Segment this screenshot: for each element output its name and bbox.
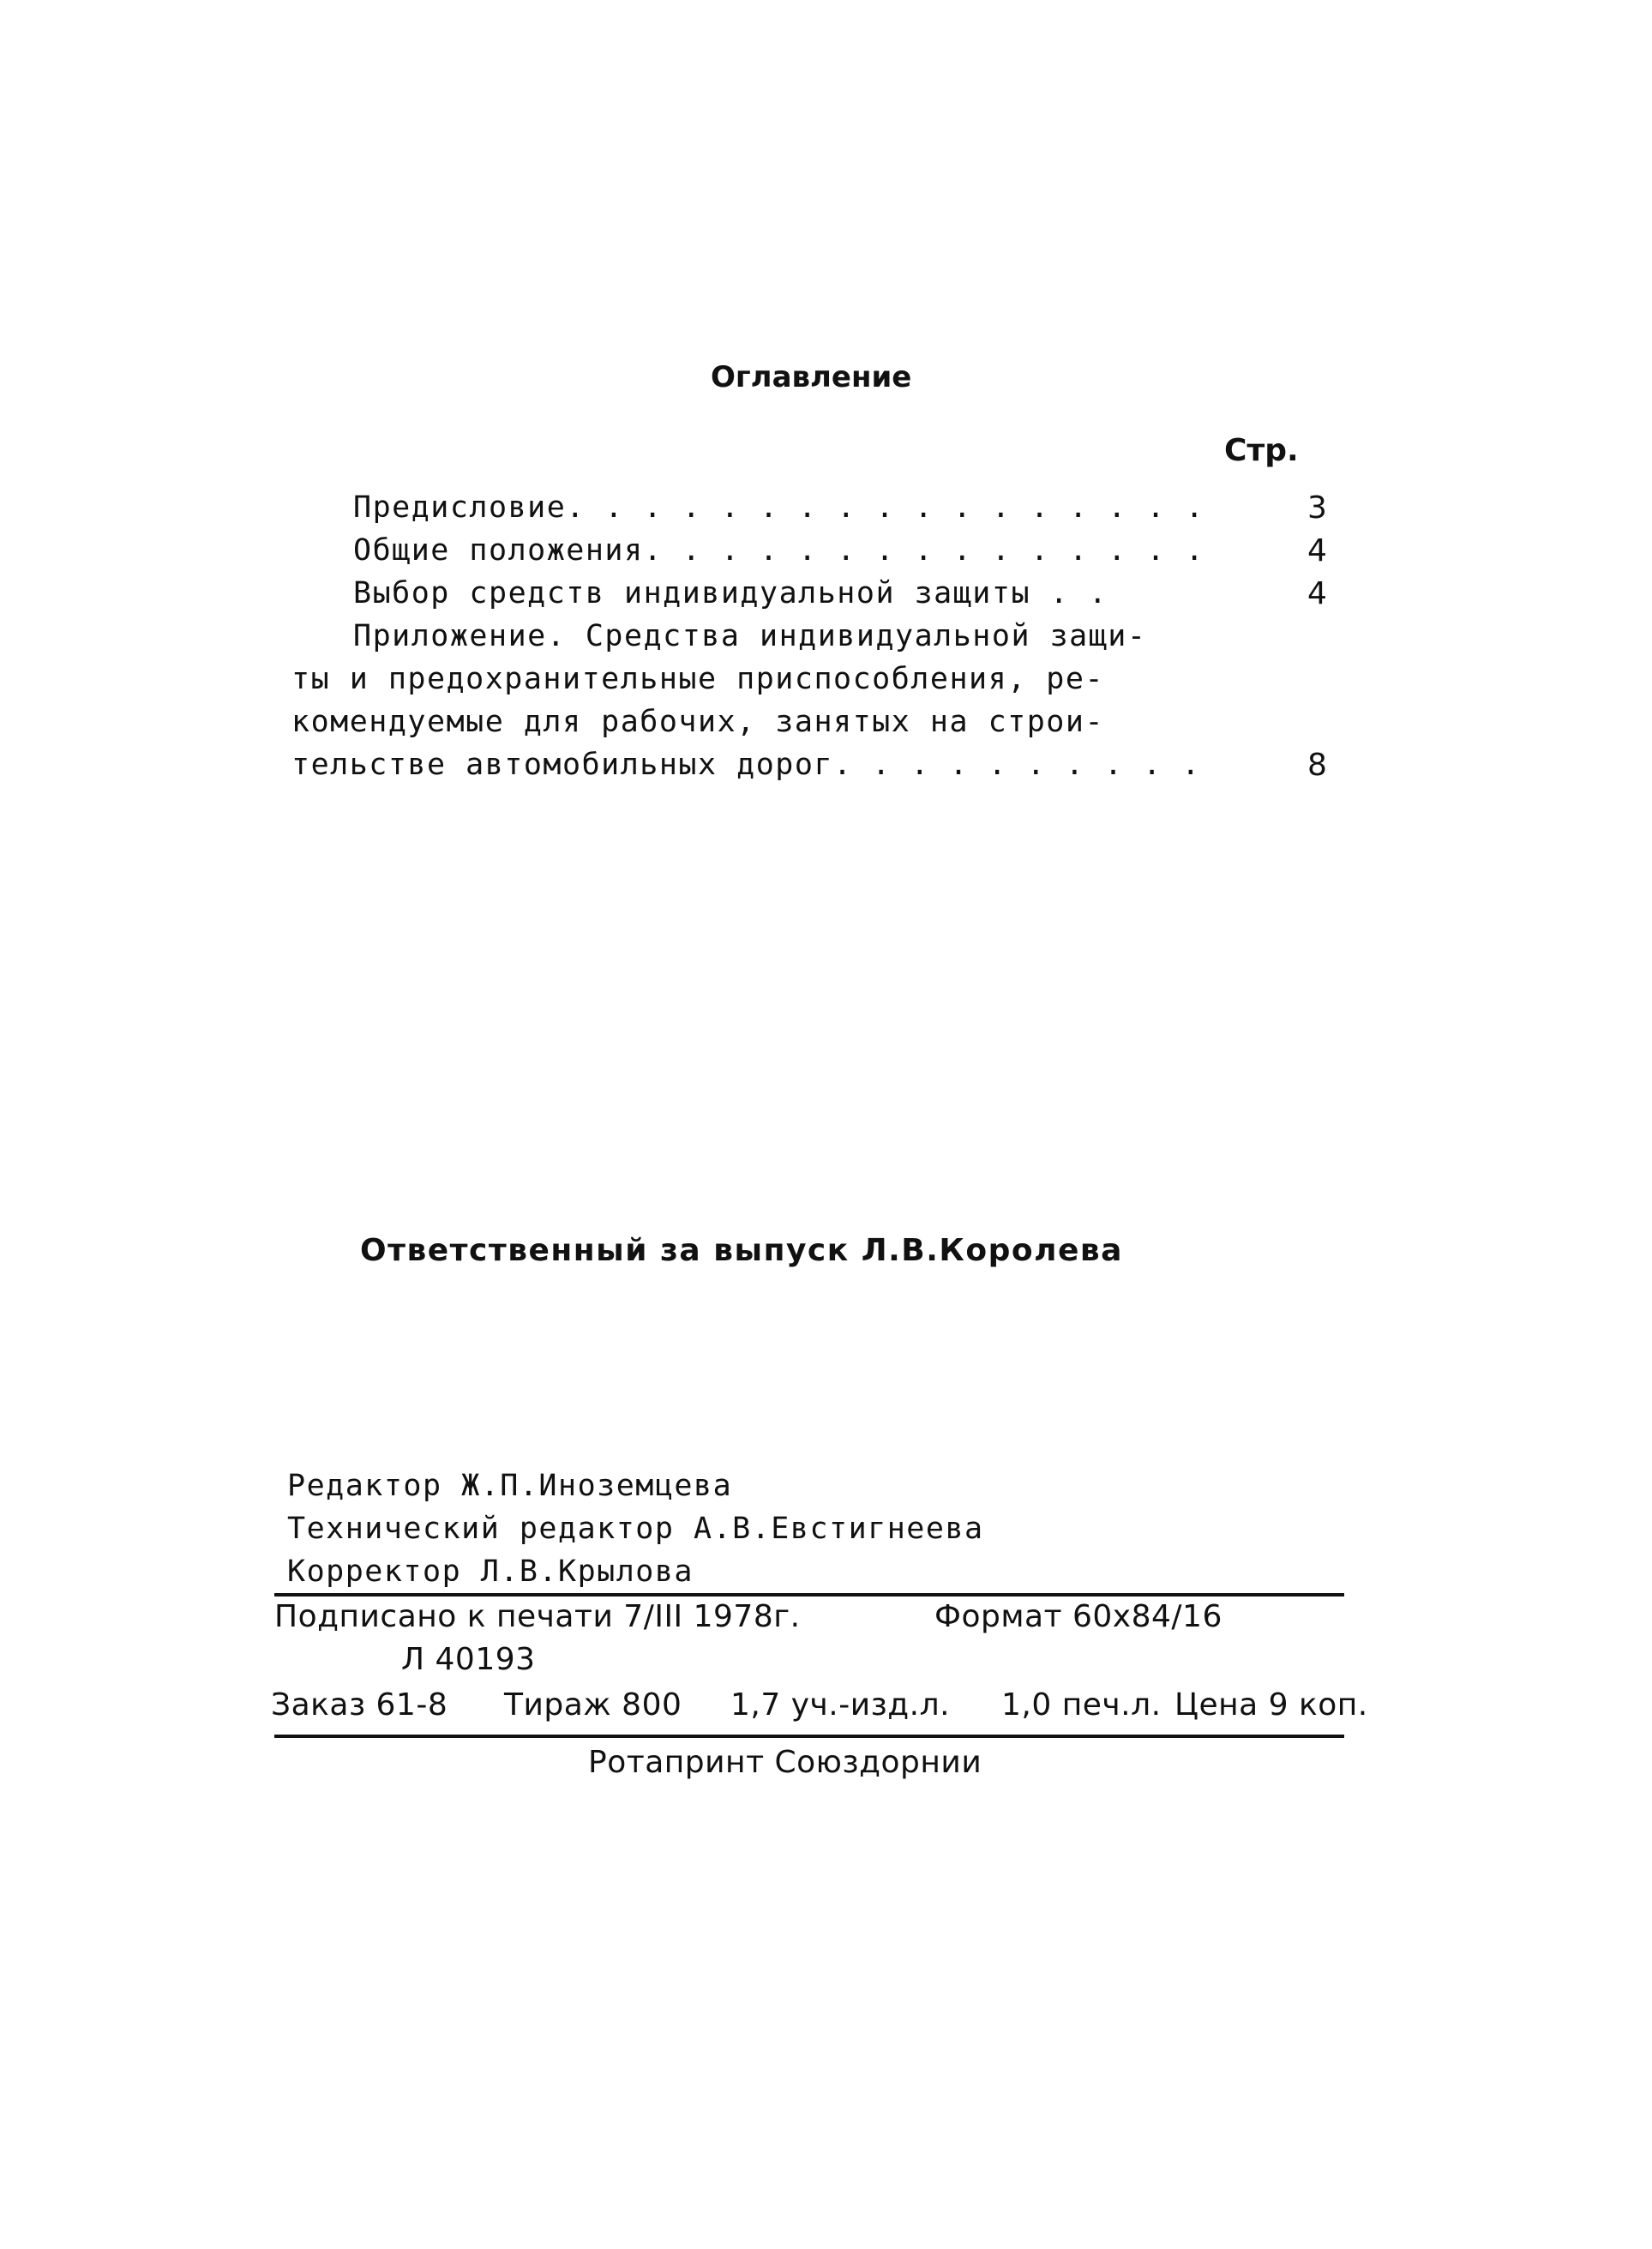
tech-editor-line: Технический редактор А.В.Евстигнеева xyxy=(287,1512,984,1546)
imprint-print-run: Тираж 800 xyxy=(504,1687,682,1723)
editor-line: Редактор Ж.П.Иноземцева xyxy=(287,1469,733,1503)
imprint-signed: Подписано к печати 7/III 1978г. xyxy=(274,1599,801,1634)
proofreader-line: Корректор Л.В.Крылова xyxy=(287,1554,694,1589)
imprint-format: Формат 60х84/16 xyxy=(934,1599,1222,1634)
imprint-bottom-rule xyxy=(274,1735,1344,1738)
toc-entry-general: Общие положения. . . . . . . . . . . . . . . xyxy=(353,533,1205,568)
toc-entry-ppe-choice-page: 4 xyxy=(1307,576,1327,611)
imprint-printed-sheets: 1,0 печ.л. xyxy=(1001,1687,1162,1723)
toc-heading: Оглавление xyxy=(711,360,912,394)
imprint-price: Цена 9 коп. xyxy=(1174,1687,1368,1723)
toc-entry-general-page: 4 xyxy=(1307,533,1327,568)
imprint-top-rule xyxy=(274,1593,1344,1597)
toc-entry-preface-page: 3 xyxy=(1307,490,1327,526)
imprint-order: Заказ 61-8 xyxy=(271,1687,448,1723)
toc-entry-preface: Предисловие. . . . . . . . . . . . . . . . . xyxy=(353,490,1205,525)
toc-entry-appendix-line-2: ты и предохранительные приспособления, ре- xyxy=(291,662,1105,696)
toc-entry-appendix-page: 8 xyxy=(1307,748,1327,783)
toc-pages-label: Стр. xyxy=(1224,433,1299,468)
imprint-code: Л 40193 xyxy=(401,1642,536,1677)
toc-entry-appendix-line-4: тельстве автомобильных дорог. . . . . . . . . . xyxy=(291,748,1201,782)
responsible-line: Ответственный за выпуск Л.В.Королева xyxy=(360,1233,1123,1268)
toc-entry-appendix-line-3: комендуемые для рабочих, занятых на строи- xyxy=(291,705,1105,739)
toc-entry-ppe-choice: Выбор средств индивидуальной защиты . . xyxy=(353,576,1108,610)
imprint-publisher-sheets: 1,7 уч.-изд.л. xyxy=(730,1687,951,1723)
imprint-printer: Ротапринт Союздорнии xyxy=(588,1745,982,1780)
toc-entry-appendix-line-1: Приложение. Средства индивидуальной защи- xyxy=(353,619,1147,653)
